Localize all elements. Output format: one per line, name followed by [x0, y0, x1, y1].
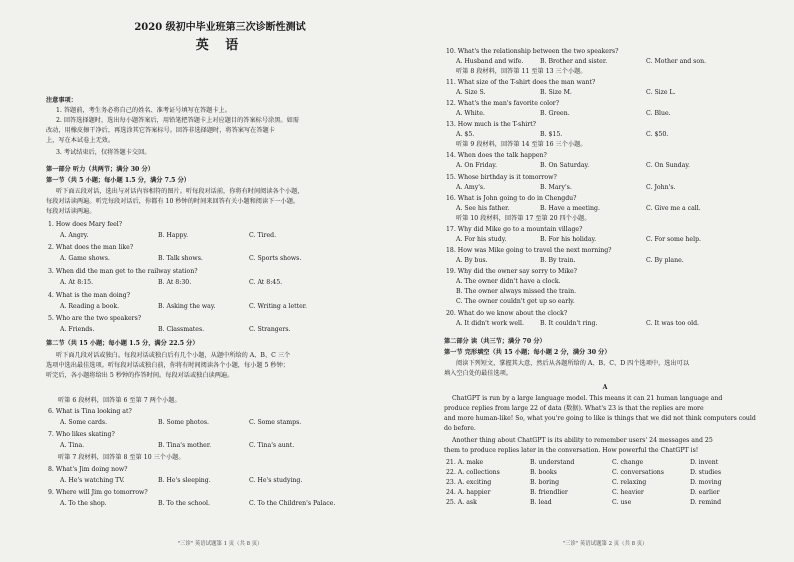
option-b: B. The owner always missed the train. — [456, 288, 577, 295]
option-c: C. For some help. — [646, 236, 702, 243]
cloze-option: C. heavier — [612, 489, 644, 496]
option-c: C. The owner couldn't get up so early. — [456, 298, 575, 305]
option-c: C. Sports shows. — [249, 255, 302, 262]
cloze-option: B. understand — [530, 459, 575, 466]
option-b: B. It couldn't ring. — [540, 320, 598, 327]
option-c: C. On Sunday. — [646, 162, 690, 169]
option-c: C. Writing a letter. — [249, 303, 308, 310]
option-c: C. Tired. — [249, 232, 277, 239]
option-a: A. $5. — [456, 131, 475, 138]
question: 5. Who are the two speakers? — [48, 315, 142, 322]
option-a: A. Game shows. — [60, 255, 110, 262]
option-a: A. He's watching TV. — [60, 477, 125, 484]
note-line: 1. 答题前，考生务必将自己的姓名、准考证号填写在答题卡上。 — [56, 107, 231, 114]
question: 13. How much is the T-shirt? — [446, 121, 537, 128]
question: 12. What's the man's favorite color? — [446, 100, 560, 107]
option-a: A. White. — [456, 110, 485, 117]
cloze-option: C. change — [612, 459, 644, 466]
question: 3. When did the man get to the railway station? — [48, 268, 198, 275]
option-b: B. Classmates. — [158, 326, 205, 333]
left-page — [46, 0, 394, 562]
option-c: C. Some stamps. — [249, 419, 302, 426]
cloze-option: B. books — [530, 469, 557, 476]
question: 15. Whose birthday is it tomorrow? — [446, 174, 557, 181]
section2-heading: 第二节（共 15 小题；每小题 1.5 分，满分 22.5 分） — [46, 340, 199, 347]
passage-line: and more human-like! So, what you're going to like is things that we did not think computers could — [444, 415, 756, 422]
question: 19. Why did the owner say sorry to Mike? — [446, 268, 578, 275]
instruction-line: 填入空白处的最佳选项。 — [444, 370, 513, 377]
part1-heading: 第一部分 听力（共两节；满分 30 分） — [46, 166, 154, 173]
note-line: 上，写在本试卷上无效。 — [46, 137, 115, 144]
option-a: A. It didn't work well. — [456, 320, 524, 327]
listening-note: 听第 9 段材料，回答第 14 至第 16 三个小题。 — [456, 141, 587, 148]
option-c: C. Size L. — [646, 89, 676, 96]
cloze-option: C. use — [612, 499, 632, 506]
passage-line: ChatGPT is run by a large language model. This means it can 21 human language and — [452, 395, 723, 402]
cloze-option: 22. A. collections — [446, 469, 500, 476]
exam-title: 2020 级初中毕业班第三次诊断性测试 — [134, 22, 306, 33]
option-c: C. By plane. — [646, 257, 684, 264]
question: 18. How was Mike going to travel the next morning? — [446, 247, 612, 254]
option-b: B. At 8:30. — [158, 279, 192, 286]
passage-line: do before. — [444, 425, 476, 432]
option-b: B. $15. — [540, 131, 563, 138]
instruction-line: 阅读下列短文，掌握其大意，然后从各题所给的 A、B、C、D 四个选项中，选出可以 — [456, 360, 690, 367]
part2-heading: 第二部分 读（共三节；满分 70 分） — [444, 338, 546, 345]
passage-line: them to produce replies later in the conversation. How powerful the ChatGPT is! — [444, 447, 699, 454]
note-line: 2. 回答选择题时，选出每小题答案后，用铅笔把答题卡上对应题目的答案标号涂黑。如需 — [56, 117, 299, 124]
right-page — [444, 0, 766, 562]
cloze-option: D. invent — [690, 459, 719, 466]
option-b: B. Size M. — [540, 89, 572, 96]
option-b: B. Brother and sister. — [540, 58, 608, 65]
cloze-option: B. lead — [530, 499, 552, 506]
cloze-option: 25. A. ask — [446, 499, 477, 506]
instruction-line: 听下面几段对话或独白。每段对话或独白后有几个小题，从题中所给的 A、B、C 三个 — [56, 352, 291, 359]
listening-note: 听第 6 段材料，回答第 6 至第 7 两个小题。 — [58, 397, 181, 404]
option-c: C. Strangers. — [249, 326, 291, 333]
option-b: B. Have a meeting. — [540, 205, 600, 212]
option-c: C. John's. — [646, 184, 676, 191]
option-a: A. On Friday. — [456, 162, 497, 169]
question: 17. Why did Mike go to a mountain village? — [446, 226, 583, 233]
option-b: B. Happy. — [158, 232, 189, 239]
cloze-option: 21. A. make — [446, 459, 484, 466]
option-a: A. The owner didn't have a clock. — [456, 278, 561, 285]
option-b: B. Tina's mother. — [158, 442, 212, 449]
instruction-line: 每段对话读两遍。 — [46, 208, 96, 215]
page-footer: "三诊" 英语试题第 2 页（共 8 页） — [562, 541, 648, 547]
option-c: C. Mother and son. — [646, 58, 707, 65]
option-a: A. Angry. — [60, 232, 89, 239]
listening-note: 听第 7 段材料，回答第 8 至第 10 三个小题。 — [58, 454, 185, 461]
option-a: A. Some cards. — [60, 419, 108, 426]
question: 8. What's Jim doing now? — [48, 466, 128, 473]
option-a: A. By bus. — [456, 257, 488, 264]
option-a: A. Friends. — [60, 326, 95, 333]
cloze-option: 23. A. exciting — [446, 479, 492, 486]
option-a: A. At 8:15. — [60, 279, 94, 286]
option-b: B. He's sleeping. — [158, 477, 211, 484]
option-b: B. Asking the way. — [158, 303, 216, 310]
question: 4. What is the man doing? — [48, 292, 131, 299]
passage-line: produce replies from large 22 of data (数据). What's 23 is that the replies are more — [444, 405, 704, 412]
cloze-option: B. friendlier — [530, 489, 568, 496]
option-c: C. At 8:45. — [249, 279, 283, 286]
option-c: C. It was too old. — [646, 320, 700, 327]
option-a: A. Reading a book. — [60, 303, 120, 310]
notes-heading: 注意事项： — [46, 97, 77, 104]
instruction-line: 听下面五段对话，选出与对话内容相符的图片。听每段对话前，你将有时间阅读各个小题， — [56, 188, 304, 195]
question: 6. What is Tina looking at? — [48, 408, 132, 415]
question: 11. What size of the T-shirt does the man want? — [446, 79, 596, 86]
instruction-line: 选项中选出最佳选项。听每段对话或独白前，你将有时间阅读各个小题，每小题 5 秒钟； — [46, 362, 289, 369]
option-a: A. Size S. — [456, 89, 486, 96]
question: 10. What's the relationship between the two speakers? — [446, 48, 619, 55]
option-b: B. On Saturday. — [540, 162, 590, 169]
question: 16. What is John going to do in Chengdu? — [446, 195, 577, 202]
instruction-line: 听完后，各小题将给出 5 秒钟的作答时间。每段对话或独白读两遍。 — [46, 372, 234, 379]
passage-line: Another thing about ChatGPT is its ability to remember users' 24 messages and 25 — [452, 437, 713, 444]
option-c: C. $50. — [646, 131, 669, 138]
question: 20. What do we know about the clock? — [446, 310, 568, 317]
cloze-option: C. conversations — [612, 469, 664, 476]
cloze-option: C. relaxing — [612, 479, 647, 486]
page-footer: "三诊" 英语试题第 1 页（共 8 页） — [177, 541, 263, 547]
option-a: A. To the shop. — [60, 500, 107, 507]
cloze-option: 24. A. happier — [446, 489, 491, 496]
option-b: B. To the school. — [158, 500, 210, 507]
option-c: C. Tina's aunt. — [249, 442, 295, 449]
option-b: B. For his holiday. — [540, 236, 597, 243]
cloze-option: B. boring — [530, 479, 560, 486]
option-a: A. See his father. — [456, 205, 510, 212]
option-c: C. Blue. — [646, 110, 671, 117]
option-a: A. Tina. — [60, 442, 85, 449]
option-c: C. Give me a call. — [646, 205, 701, 212]
cloze-option: D. studies — [690, 469, 722, 476]
question: 1. How does Mary feel? — [48, 221, 123, 228]
subject-title: 英 语 — [195, 38, 245, 53]
cloze-heading: 第一节 完形填空（共 15 小题；每小题 2 分，满分 30 分） — [444, 349, 611, 356]
option-c: C. He's studying. — [249, 477, 303, 484]
option-c: C. To the Children's Palace. — [249, 500, 336, 507]
cloze-option: D. moving — [690, 479, 722, 486]
question: 9. Where will Jim go tomorrow? — [48, 489, 148, 496]
question: 14. When does the talk happen? — [446, 152, 547, 159]
option-a: A. Amy's. — [456, 184, 486, 191]
listening-note: 听第 8 段材料，回答第 11 至第 13 三个小题。 — [456, 68, 587, 75]
note-line: 改动，用橡皮擦干净后，再选涂其它答案标号。回答非选择题时，将答案写在答题卡 — [46, 127, 275, 134]
cloze-option: D. earlier — [690, 489, 720, 496]
section1-heading: 第一节（共 5 小题；每小题 1.5 分，满分 7.5 分） — [46, 177, 190, 184]
option-b: B. Green. — [540, 110, 570, 117]
option-b: B. Mary's. — [540, 184, 572, 191]
option-a: A. For his study. — [456, 236, 507, 243]
note-line: 3. 考试结束后，仅将答题卡交回。 — [56, 149, 151, 156]
cloze-option: D. remind — [690, 499, 722, 506]
instruction-line: 每段对话读两遍。听完每段对话后，你都有 10 秒钟的时间来回答有关小题和阅读下一小题。 — [46, 198, 300, 205]
listening-note: 听第 10 段材料，回答第 17 至第 20 四个小题。 — [456, 215, 591, 222]
option-a: A. Husband and wife. — [456, 58, 524, 65]
option-b: B. By train. — [540, 257, 576, 264]
option-b: B. Some photos. — [158, 419, 209, 426]
passage-label: A — [602, 384, 608, 391]
option-b: B. Talk shows. — [158, 255, 203, 262]
question: 2. What does the man like? — [48, 244, 134, 251]
question: 7. Who likes skating? — [48, 431, 115, 438]
